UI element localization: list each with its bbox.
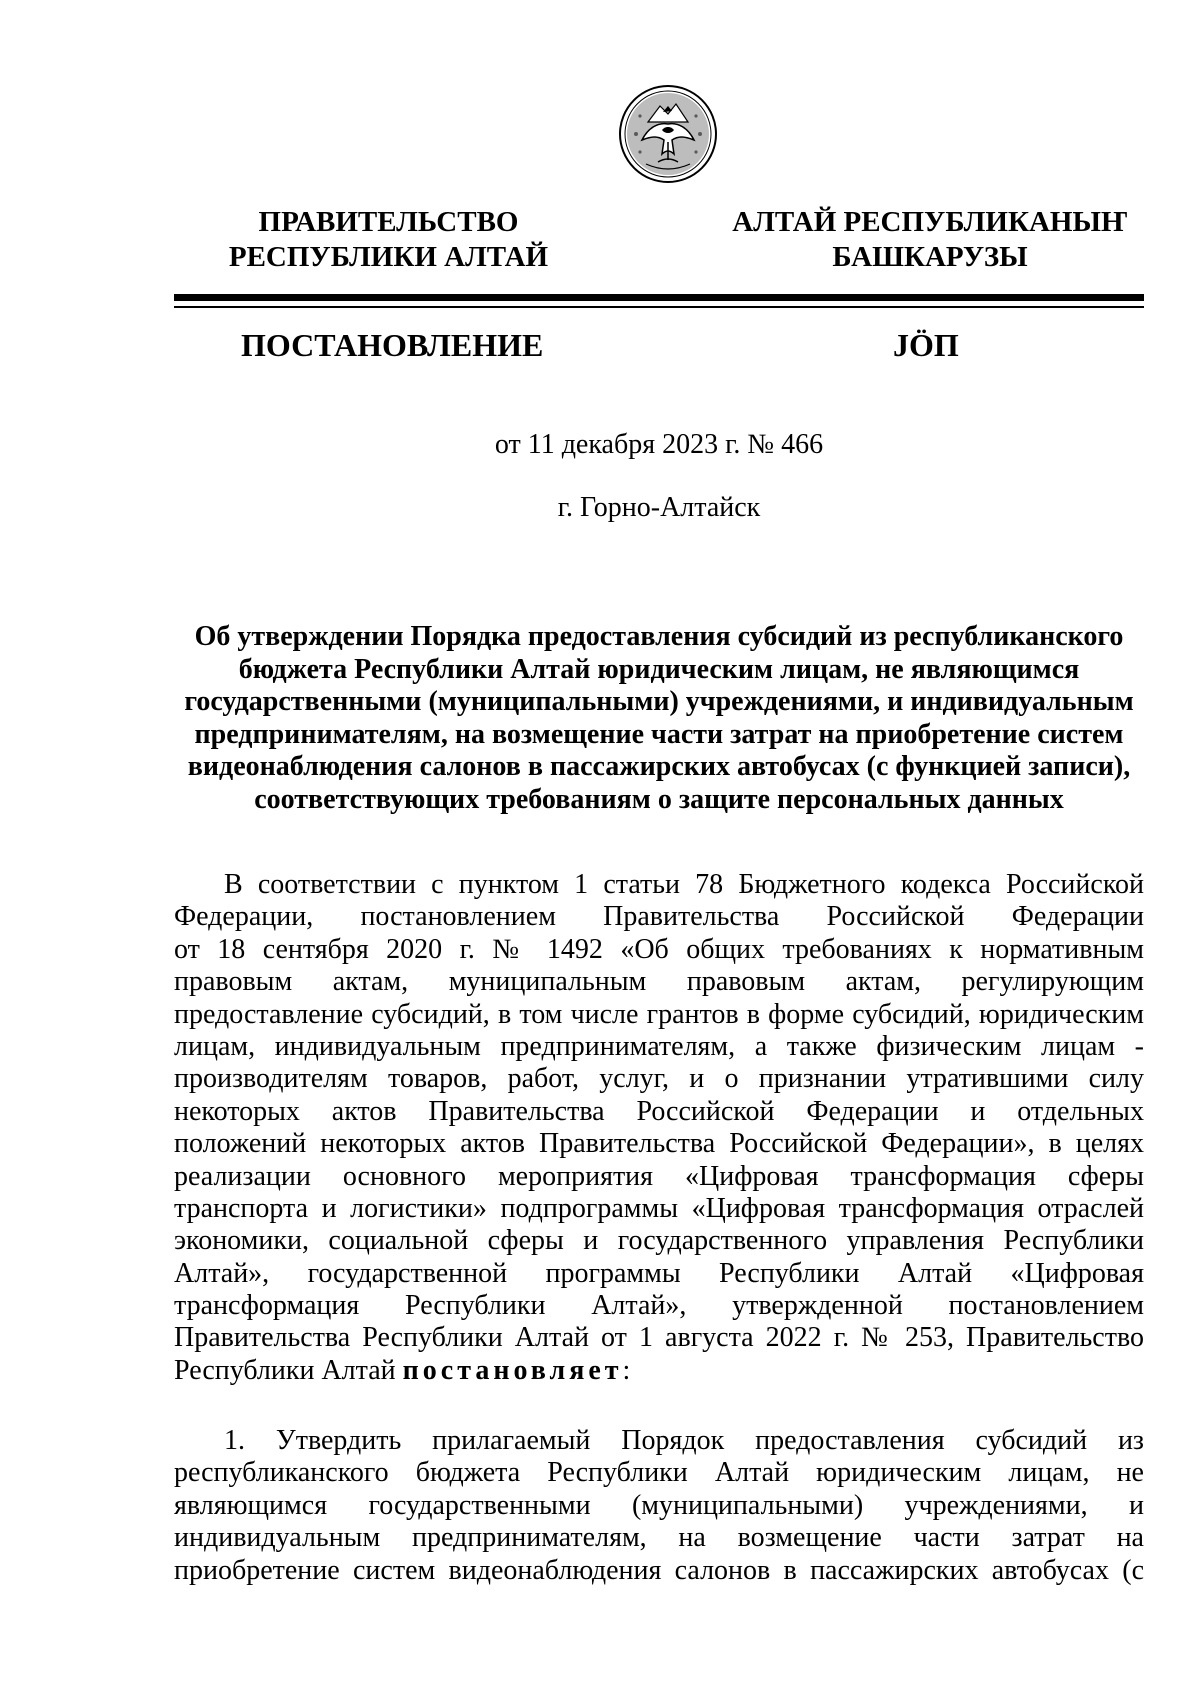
paragraph-last-line — [174, 1355, 1144, 1387]
paragraph-line: реализации основного мероприятия «Цифровая трансформация сферы — [174, 1160, 1144, 1192]
header-right — [720, 205, 1140, 275]
header-left-line1: ПРАВИТЕЛЬСТВО — [258, 206, 519, 238]
paragraph-line: некоторых актов Правительства Российской Федерации и отдельных — [174, 1095, 1144, 1127]
paragraph-line: экономики, социальной сферы и государственного управления Республики — [174, 1225, 1144, 1257]
paragraph-line: Федерации, постановлением Правительства Российской Федерации — [174, 901, 1144, 933]
paragraph-line: производителям товаров, работ, услуг, и о признании утратившими силу — [174, 1063, 1144, 1095]
title-line: Об утверждении Порядка предоставления субсидий из республиканского — [194, 621, 1124, 652]
clause-1-paragraph — [174, 1425, 1144, 1587]
header-right-line2: БАШКАРУЗЫ — [832, 241, 1028, 273]
paragraph-line: республиканского бюджета Республики Алтай юридическим лицам, не — [174, 1457, 1144, 1489]
paragraph-line: лицам, индивидуальным предпринимателям, а также физическим лицам - — [174, 1030, 1144, 1062]
paragraph-line: положений некоторых актов Правительства Российской Федерации», в целях — [174, 1128, 1144, 1160]
paragraph-line: от 18 сентября 2020 г. № 1492 «Об общих требованиях к нормативным — [174, 933, 1144, 965]
document-title — [174, 621, 1144, 816]
title-line: предпринимателям, на возмещение части затрат на приобретение систем — [194, 718, 1124, 750]
title-line: видеонаблюдения салонов в пассажирских автобусах (с функцией записи), — [187, 751, 1131, 782]
header-divider-thick — [174, 294, 1144, 301]
paragraph-line: предоставление субсидий, в том числе грантов в форме субсидий, юридическим — [174, 998, 1144, 1030]
paragraph-line: правовым актам, муниципальным правовым актам, регулирующим — [174, 966, 1144, 998]
paragraph-line: Алтай», государственной программы Республики Алтай «Цифровая — [174, 1257, 1144, 1289]
doc-type-russian: ПОСТАНОВЛЕНИЕ — [241, 327, 544, 363]
paragraph-line: приобретение систем видеонаблюдения салонов в пассажирских автобусах (с — [174, 1554, 1144, 1586]
title-line: соответствующих требованиям о защите персональных данных — [254, 783, 1064, 815]
paragraph-line: трансформация Республики Алтай», утвержденной постановлением — [174, 1290, 1144, 1322]
last-line-suffix: : — [622, 1354, 631, 1386]
header-divider-thin — [174, 306, 1144, 308]
header-right-line1: АЛТАЙ РЕСПУБЛИКАНЫҤ — [732, 206, 1128, 238]
preamble-paragraph — [174, 869, 1144, 1387]
header-left-line2: РЕСПУБЛИКИ АЛТАЙ — [228, 241, 549, 273]
paragraph-line: Правительства Республики Алтай от 1 августа 2022 г. № 253, Правительство — [174, 1322, 1144, 1354]
last-line-prefix: Республики Алтай — [174, 1354, 403, 1386]
paragraph-line: являющимся государственными (муниципальными) учреждениями, и — [174, 1489, 1144, 1521]
header-left — [216, 205, 561, 275]
title-line: государственными (муниципальными) учреждениями, и индивидуальным — [184, 686, 1134, 717]
doc-type-altai: JӦП — [893, 327, 959, 363]
date-and-number: от 11 декабря 2023 г. № 466 — [494, 429, 824, 460]
title-line: бюджета Республики Алтай юридическим лицам, не являющимся — [238, 653, 1080, 685]
paragraph-line: транспорта и логистики» подпрограммы «Цифровая трансформация отраслей — [174, 1192, 1144, 1224]
paragraph-line: В соответствии с пунктом 1 статьи 78 Бюджетного кодекса Российской — [224, 869, 1144, 900]
resolves-keyword: постановляет — [402, 1354, 623, 1386]
paragraph-line: 1. Утвердить прилагаемый Порядок предоставления субсидий из — [224, 1425, 1144, 1456]
coat-of-arms-emblem — [618, 84, 718, 184]
paragraph-line: индивидуальным предпринимателям, на возмещение части затрат на — [174, 1522, 1144, 1554]
city: г. Горно-Алтайск — [557, 492, 761, 523]
